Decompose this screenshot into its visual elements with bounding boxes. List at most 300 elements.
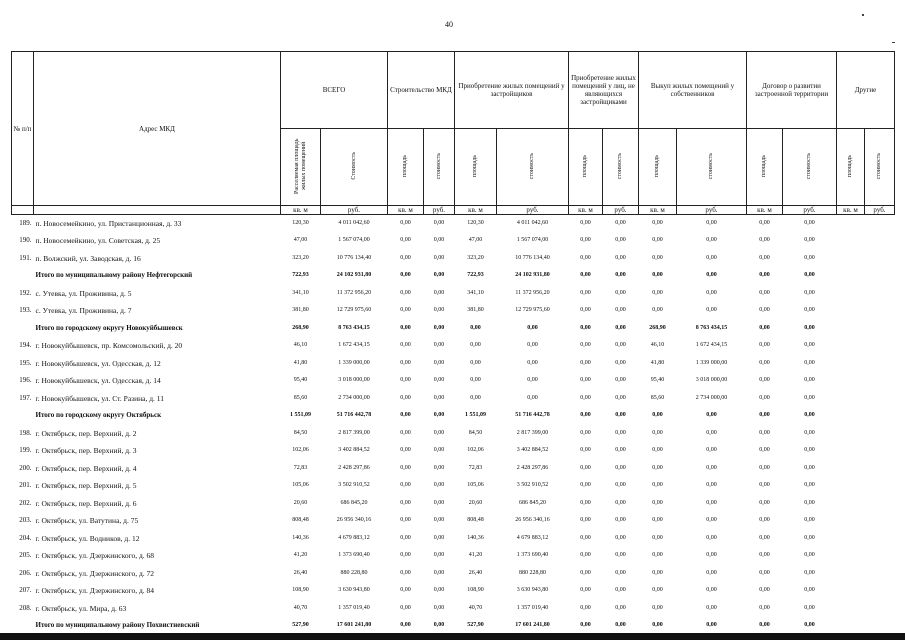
value-cell: 26,40 xyxy=(293,569,308,576)
row-number: 197. xyxy=(19,393,32,402)
value-cell: 0,00 xyxy=(433,237,445,244)
value-cell xyxy=(837,582,865,600)
value-cell: 0,00 xyxy=(804,464,815,471)
value-cell: 0,00 xyxy=(615,272,626,279)
value-cell: 0,00 xyxy=(615,499,626,506)
unit-rub: руб. xyxy=(677,206,747,215)
value-cell: 12 729 975,60 xyxy=(336,307,372,314)
value-cell: 0,00 xyxy=(433,272,445,279)
value-cell: 0,00 xyxy=(615,394,626,401)
row-number xyxy=(12,617,34,635)
value-cell: 0,00 xyxy=(400,254,411,261)
subheader-cost: стоимость xyxy=(435,152,442,180)
value-cell xyxy=(837,337,865,355)
value-cell: 41,20 xyxy=(468,552,483,559)
row-number: 202. xyxy=(19,498,32,507)
value-cell: 527,90 xyxy=(292,622,309,629)
value-cell: 0,00 xyxy=(652,412,663,419)
value-cell xyxy=(837,442,865,460)
row-number: 195. xyxy=(19,358,32,367)
value-cell: 808,48 xyxy=(467,517,484,524)
value-cell: 0,00 xyxy=(759,377,770,384)
value-cell: 1 373 690,40 xyxy=(516,552,549,559)
value-cell: 808,48 xyxy=(292,517,309,524)
value-cell xyxy=(865,285,895,303)
value-cell: 0,00 xyxy=(400,447,411,454)
header-number: № п/п xyxy=(12,52,34,206)
unit-sqm: кв. м xyxy=(569,206,603,215)
value-cell: 0,00 xyxy=(580,622,591,629)
value-cell xyxy=(837,477,865,495)
value-cell: 0,00 xyxy=(615,254,626,261)
value-cell: 323,20 xyxy=(292,254,309,261)
value-cell: 0,00 xyxy=(580,254,591,261)
value-cell: 0,00 xyxy=(615,377,626,384)
value-cell: 0,00 xyxy=(470,394,481,401)
value-cell: 0,00 xyxy=(652,534,663,541)
value-cell: 0,00 xyxy=(580,587,591,594)
value-cell: 72,83 xyxy=(468,464,483,471)
value-cell: 0,00 xyxy=(615,359,626,366)
subheader-area: площадь xyxy=(761,154,767,178)
subheader-area: площадь xyxy=(847,154,853,178)
value-cell xyxy=(865,250,895,268)
value-cell: 0,00 xyxy=(804,412,815,419)
value-cell: 0,00 xyxy=(759,604,770,611)
value-cell xyxy=(837,232,865,250)
value-cell: 0,00 xyxy=(433,429,445,436)
row-number: 207. xyxy=(19,586,32,595)
value-cell: 2 817 399,00 xyxy=(516,429,549,436)
value-cell: 0,00 xyxy=(580,412,591,419)
value-cell xyxy=(865,460,895,478)
value-cell xyxy=(865,267,895,285)
value-cell: 0,00 xyxy=(615,534,626,541)
value-cell: 0,00 xyxy=(804,569,815,576)
value-cell: 0,00 xyxy=(652,517,663,524)
value-cell: 0,00 xyxy=(759,324,770,331)
value-cell xyxy=(837,407,865,425)
value-cell: 0,00 xyxy=(400,359,411,366)
value-cell: 268,90 xyxy=(649,324,666,331)
value-cell: 0,00 xyxy=(615,220,626,226)
value-cell: 0,00 xyxy=(706,412,717,419)
row-number: 194. xyxy=(19,341,32,350)
table-row xyxy=(12,442,895,460)
value-cell: 0,00 xyxy=(580,307,591,314)
value-cell: 0,00 xyxy=(580,342,591,349)
table-total-row xyxy=(12,267,895,285)
value-cell: 686 845,20 xyxy=(340,499,368,506)
value-cell: 108,90 xyxy=(467,587,484,594)
value-cell: 722,93 xyxy=(292,272,309,279)
value-cell: 41,80 xyxy=(293,359,308,366)
value-cell xyxy=(837,250,865,268)
value-cell: 0,00 xyxy=(400,342,411,349)
value-cell: 3 018 000,00 xyxy=(338,377,370,384)
resettlement-table xyxy=(11,51,895,635)
unit-sqm: кв. м xyxy=(639,206,677,215)
value-cell xyxy=(837,600,865,618)
value-cell: 0,00 xyxy=(615,482,626,489)
value-cell: 0,00 xyxy=(433,447,445,454)
value-cell: 0,00 xyxy=(804,482,815,489)
table-row xyxy=(12,390,895,408)
value-cell: 0,00 xyxy=(804,552,815,559)
value-cell: 527,90 xyxy=(467,622,484,629)
value-cell: 0,00 xyxy=(706,307,717,314)
table-total-row xyxy=(12,407,895,425)
value-cell: 0,00 xyxy=(706,429,717,436)
value-cell: 72,83 xyxy=(293,464,308,471)
value-cell: 1 672 434,15 xyxy=(338,342,370,349)
address-cell: г. Новокуйбышевск, пр. Комсомольский, д. 20 xyxy=(35,341,183,351)
value-cell: 0,00 xyxy=(400,482,411,489)
value-cell: 880 228,80 xyxy=(519,569,546,576)
table-row xyxy=(12,460,895,478)
value-cell: 0,00 xyxy=(433,517,445,524)
table-row xyxy=(12,355,895,373)
value-cell: 0,00 xyxy=(400,604,411,611)
value-cell: 341,10 xyxy=(292,289,309,296)
value-cell: 0,00 xyxy=(615,464,626,471)
value-cell: 0,00 xyxy=(615,237,626,244)
value-cell: 4 011 042,60 xyxy=(516,220,549,226)
value-cell: 0,00 xyxy=(804,429,815,436)
value-cell: 0,00 xyxy=(400,412,411,419)
value-cell: 0,00 xyxy=(652,429,663,436)
value-cell: 0,00 xyxy=(433,569,445,576)
value-cell: 24 102 931,80 xyxy=(515,272,550,279)
table-row xyxy=(12,302,895,320)
address-cell: г. Октябрьск, пер. Верхний, д. 3 xyxy=(35,446,137,456)
subheader-area: площадь xyxy=(654,154,660,178)
value-cell: 0,00 xyxy=(400,587,411,594)
value-cell: 0,00 xyxy=(433,394,445,401)
value-cell: 47,00 xyxy=(468,237,483,244)
value-cell: 0,00 xyxy=(652,307,663,314)
header-other: Другие xyxy=(837,52,895,129)
row-number: 190. xyxy=(19,236,32,245)
value-cell: 0,00 xyxy=(652,447,663,454)
value-cell: 0,00 xyxy=(433,499,445,506)
address-cell: с. Утевка, ул. Проживина, д. 5 xyxy=(35,288,132,298)
row-number: 200. xyxy=(19,463,32,472)
unit-sqm: кв. м xyxy=(281,206,321,215)
value-cell: 8 763 434,15 xyxy=(695,324,728,331)
value-cell: 0,00 xyxy=(804,394,815,401)
value-cell: 108,90 xyxy=(292,587,309,594)
value-cell: 0,00 xyxy=(706,499,717,506)
unit-sqm: кв. м xyxy=(455,206,497,215)
value-cell: 3 502 910,52 xyxy=(338,482,370,489)
value-cell xyxy=(865,407,895,425)
value-cell: 140,36 xyxy=(292,534,309,541)
row-number xyxy=(12,267,34,285)
value-cell: 0,00 xyxy=(580,464,591,471)
value-cell: 0,00 xyxy=(706,534,717,541)
value-cell: 0,00 xyxy=(400,552,411,559)
value-cell: 26,40 xyxy=(468,569,483,576)
value-cell: 0,00 xyxy=(804,534,815,541)
row-number: 199. xyxy=(19,446,32,455)
value-cell: 0,00 xyxy=(580,429,591,436)
page-number: 40 xyxy=(445,20,453,29)
value-cell: 0,00 xyxy=(580,447,591,454)
value-cell: 0,00 xyxy=(400,394,411,401)
table-row xyxy=(12,232,895,250)
value-cell: 0,00 xyxy=(400,324,411,331)
value-cell: 0,00 xyxy=(706,289,717,296)
value-cell: 686 845,20 xyxy=(519,499,546,506)
row-number: 208. xyxy=(19,603,32,612)
value-cell: 0,00 xyxy=(706,587,717,594)
value-cell xyxy=(865,372,895,390)
value-cell: 0,00 xyxy=(804,324,815,331)
address-cell: п. Новосемейкино, ул. Советская, д. 25 xyxy=(35,236,161,246)
value-cell: 0,00 xyxy=(580,237,591,244)
value-cell: 0,00 xyxy=(804,447,815,454)
value-cell xyxy=(865,337,895,355)
unit-rub: руб. xyxy=(424,206,455,215)
value-cell xyxy=(837,425,865,443)
value-cell xyxy=(865,320,895,338)
value-cell: 85,60 xyxy=(293,394,308,401)
row-number: 193. xyxy=(19,306,32,315)
total-label: Итого по муниципальному району Нефтегорский xyxy=(35,271,193,280)
value-cell xyxy=(865,232,895,250)
value-cell: 381,80 xyxy=(292,307,309,314)
value-cell: 0,00 xyxy=(706,552,717,559)
scan-speck xyxy=(892,42,895,43)
value-cell: 0,00 xyxy=(400,220,411,226)
value-cell: 0,00 xyxy=(615,622,626,629)
value-cell: 0,00 xyxy=(400,289,411,296)
header-total: ВСЕГО xyxy=(281,52,388,129)
value-cell: 0,00 xyxy=(759,552,770,559)
value-cell: 0,00 xyxy=(804,377,815,384)
value-cell: 323,20 xyxy=(467,254,484,261)
unit-sqm: кв. м xyxy=(747,206,783,215)
value-cell: 0,00 xyxy=(400,569,411,576)
value-cell: 0,00 xyxy=(400,534,411,541)
value-cell: 140,36 xyxy=(467,534,484,541)
header-owners: Выкуп жилых помещений у собственников xyxy=(639,52,747,129)
value-cell: 0,00 xyxy=(804,622,815,629)
value-cell: 0,00 xyxy=(400,499,411,506)
value-cell: 0,00 xyxy=(759,569,770,576)
value-cell: 0,00 xyxy=(759,394,770,401)
value-cell xyxy=(837,565,865,583)
value-cell: 0,00 xyxy=(433,254,445,261)
row-number xyxy=(12,320,34,338)
value-cell: 0,00 xyxy=(615,587,626,594)
value-cell: 0,00 xyxy=(652,552,663,559)
address-cell: г. Октябрьск, ул. Мира, д. 63 xyxy=(35,603,127,613)
value-cell: 0,00 xyxy=(433,324,445,331)
header-developers: Приобретение жилых помещений у застройщиков xyxy=(455,52,569,129)
value-cell xyxy=(837,460,865,478)
value-cell: 0,00 xyxy=(804,359,815,366)
value-cell: 1 357 019,40 xyxy=(338,604,370,611)
table-total-row xyxy=(12,320,895,338)
header-mkd: Строительство МКД xyxy=(388,52,455,129)
address-cell: с. Утевка, ул. Проживина, д. 7 xyxy=(35,306,132,316)
address-cell: п. Новосемейкино, ул. Пристанционная, д. 33 xyxy=(35,219,182,228)
value-cell: 0,00 xyxy=(433,604,445,611)
row-number: 201. xyxy=(19,481,32,490)
table-row xyxy=(12,495,895,513)
address-cell: г. Октябрьск, пер. Верхний, д. 4 xyxy=(35,463,137,473)
value-cell: 0,00 xyxy=(580,377,591,384)
value-cell: 880 228,80 xyxy=(340,569,368,576)
value-cell: 0,00 xyxy=(706,220,717,226)
address-cell: п. Волжский, ул. Заводская, д. 16 xyxy=(35,253,141,263)
value-cell: 24 102 931,80 xyxy=(336,272,372,279)
value-cell: 1 551,09 xyxy=(290,412,311,419)
value-cell: 3 402 884,52 xyxy=(338,447,370,454)
value-cell xyxy=(865,495,895,513)
row-number: 196. xyxy=(19,376,32,385)
subheader-cost: стоимость xyxy=(529,152,535,180)
row-number xyxy=(12,407,34,425)
value-cell: 1 567 074,00 xyxy=(516,237,549,244)
value-cell xyxy=(837,617,865,635)
value-cell: 0,00 xyxy=(804,499,815,506)
value-cell: 20,60 xyxy=(468,499,483,506)
value-cell: 0,00 xyxy=(615,517,626,524)
value-cell: 0,00 xyxy=(759,534,770,541)
value-cell: 1 672 434,15 xyxy=(695,342,728,349)
value-cell: 0,00 xyxy=(652,237,663,244)
value-cell xyxy=(865,425,895,443)
table-row xyxy=(12,530,895,548)
value-cell: 46,10 xyxy=(293,342,308,349)
address-cell: г. Октябрьск, пер. Верхний, д. 2 xyxy=(35,428,137,438)
value-cell: 0,00 xyxy=(652,464,663,471)
value-cell: 0,00 xyxy=(706,272,717,279)
value-cell xyxy=(837,547,865,565)
value-cell xyxy=(837,512,865,530)
value-cell: 17 601 241,80 xyxy=(515,622,550,629)
table-row xyxy=(12,250,895,268)
address-cell: г. Октябрьск, ул. Дзержинского, д. 72 xyxy=(35,568,155,578)
value-cell: 4 679 883,12 xyxy=(338,534,370,541)
value-cell: 0,00 xyxy=(759,517,770,524)
subheader-cost: стоимость xyxy=(708,152,714,180)
value-cell: 0,00 xyxy=(804,587,815,594)
value-cell: 0,00 xyxy=(759,482,770,489)
table-row xyxy=(12,215,895,233)
value-cell: 0,00 xyxy=(580,499,591,506)
value-cell: 40,70 xyxy=(468,604,483,611)
value-cell xyxy=(865,582,895,600)
value-cell: 0,00 xyxy=(706,237,717,244)
value-cell: 0,00 xyxy=(615,569,626,576)
value-cell: 0,00 xyxy=(804,289,815,296)
value-cell: 0,00 xyxy=(433,220,445,226)
value-cell: 3 402 884,52 xyxy=(516,447,549,454)
value-cell xyxy=(865,512,895,530)
value-cell: 102,06 xyxy=(467,447,484,454)
value-cell xyxy=(837,355,865,373)
address-cell: г. Октябрьск, ул. Дзержинского, д. 68 xyxy=(35,551,155,561)
value-cell: 0,00 xyxy=(580,517,591,524)
value-cell: 0,00 xyxy=(759,464,770,471)
value-cell: 0,00 xyxy=(527,324,538,331)
subheader-cost: стоимость xyxy=(617,152,623,180)
value-cell: 0,00 xyxy=(433,622,445,629)
header-non-developers: Приобретение жилых помещений у лиц, не являющихся застройщиками xyxy=(569,52,639,129)
value-cell: 0,00 xyxy=(400,237,411,244)
address-cell: г. Новокуйбышевск, ул. Одесская, д. 12 xyxy=(35,358,161,368)
value-cell: 41,20 xyxy=(293,552,308,559)
value-cell: 0,00 xyxy=(580,604,591,611)
value-cell: 0,00 xyxy=(706,569,717,576)
value-cell: 8 763 434,15 xyxy=(338,324,370,331)
value-cell: 0,00 xyxy=(706,622,717,629)
subheader-area: площадь xyxy=(402,154,408,178)
value-cell xyxy=(865,477,895,495)
value-cell: 1 567 074,00 xyxy=(338,237,370,244)
value-cell: 0,00 xyxy=(759,289,770,296)
value-cell: 51 716 442,78 xyxy=(336,412,372,419)
subheader-resettle-area: Расселяемая площадь жилых помещений xyxy=(293,138,307,194)
value-cell: 0,00 xyxy=(580,272,591,279)
value-cell: 0,00 xyxy=(527,394,538,401)
value-cell: 0,00 xyxy=(580,552,591,559)
value-cell: 26 956 340,16 xyxy=(336,517,372,524)
address-cell: г. Октябрьск, ул. Ватутина, д. 75 xyxy=(35,516,139,526)
value-cell: 0,00 xyxy=(759,342,770,349)
scan-border xyxy=(0,633,905,640)
value-cell: 41,80 xyxy=(650,359,665,366)
value-cell: 0,00 xyxy=(759,254,770,261)
value-cell: 2 428 297,86 xyxy=(516,464,549,471)
address-cell: г. Октябрьск, ул. Дзержинского, д. 84 xyxy=(35,586,155,596)
table-row xyxy=(12,582,895,600)
total-label: Итого по муниципальному району Похвистневский xyxy=(35,621,200,630)
value-cell: 0,00 xyxy=(527,342,538,349)
value-cell xyxy=(865,302,895,320)
value-cell: 0,00 xyxy=(470,377,481,384)
table-row xyxy=(12,425,895,443)
table-row xyxy=(12,477,895,495)
value-cell: 0,00 xyxy=(400,377,411,384)
value-cell: 120,30 xyxy=(292,220,309,226)
value-cell xyxy=(837,320,865,338)
value-cell: 95,40 xyxy=(650,377,665,384)
value-cell: 26 956 340,16 xyxy=(515,517,550,524)
value-cell: 0,00 xyxy=(652,622,663,629)
address-cell: г. Новокуйбышевск, ул. Одесская, д. 14 xyxy=(35,376,161,386)
value-cell: 105,06 xyxy=(467,482,484,489)
value-cell: 0,00 xyxy=(470,342,481,349)
value-cell: 10 776 134,40 xyxy=(336,254,372,261)
total-label: Итого по городскому округу Новокуйбышевск xyxy=(35,323,183,332)
table-row xyxy=(12,547,895,565)
value-cell: 2 817 399,00 xyxy=(338,429,370,436)
value-cell: 0,00 xyxy=(433,552,445,559)
value-cell: 2 428 297,86 xyxy=(338,464,370,471)
value-cell: 0,00 xyxy=(615,447,626,454)
value-cell: 0,00 xyxy=(652,587,663,594)
value-cell: 0,00 xyxy=(652,220,663,226)
row-number: 206. xyxy=(19,568,32,577)
unit-sqm: кв. м xyxy=(388,206,424,215)
value-cell: 1 339 000,00 xyxy=(695,359,728,366)
value-cell: 0,00 xyxy=(759,307,770,314)
